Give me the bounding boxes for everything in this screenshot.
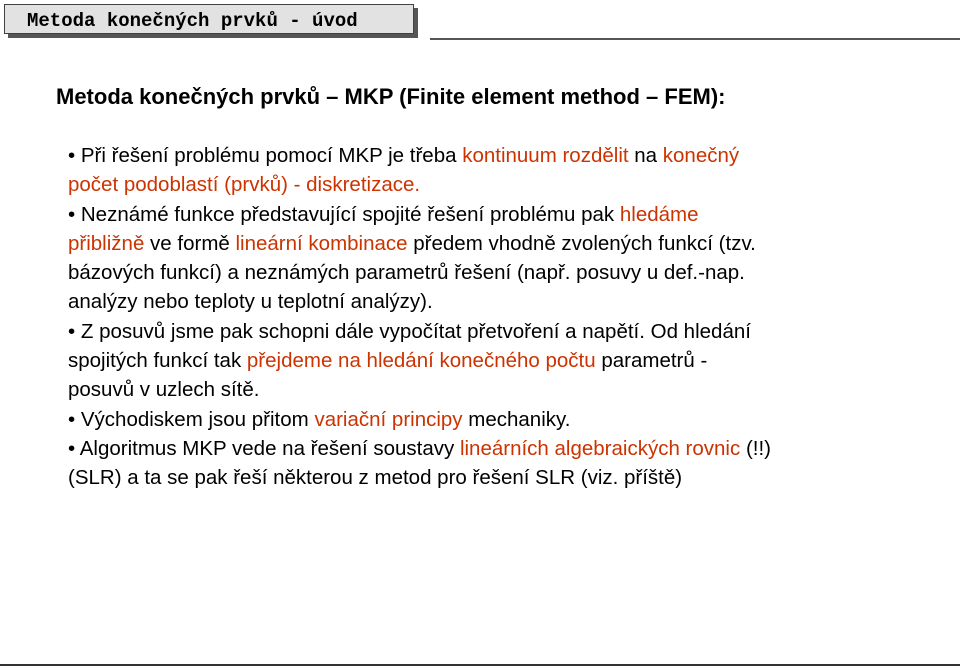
text-segment: předem vhodně zvolených funkcí (tzv. [407, 231, 756, 255]
highlighted-term: lineárních algebraických rovnic [459, 436, 741, 460]
text-segment: • Z posuvů jsme pak schopni dále vypočítat přetvoření a napětí. Od hledání [68, 319, 751, 343]
text-line [68, 141, 928, 170]
text-segment: • Algoritmus MKP vede na řešení soustavy [68, 436, 460, 460]
highlighted-term: hledáme [619, 202, 699, 226]
text-segment: na [628, 144, 663, 167]
section-heading: Metoda konečných prvků – MKP (Finite element method – FEM): [56, 84, 726, 109]
text-segment: • Východiskem jsou přitom [68, 407, 315, 431]
highlighted-term: variační principy [314, 407, 463, 431]
highlighted-term: počet podoblastí (prvků) - diskretizace. [68, 173, 421, 197]
text-segment: bázových funkcí) a neznámých parametrů řešení (např. posuvy u def.-nap. [68, 261, 745, 285]
text-segment: parametrů - [595, 349, 708, 373]
text-segment: • Při řešení problému pomocí MKP je třeba [68, 144, 463, 167]
text-line [68, 375, 928, 404]
text-line [68, 463, 928, 492]
text-segment: (!!) [740, 436, 771, 460]
slide-title-box [4, 4, 414, 34]
text-segment: mechaniky. [462, 407, 571, 431]
text-segment: analýzy nebo teploty u teplotní analýzy). [68, 290, 433, 314]
text-segment: posuvů v uzlech sítě. [68, 378, 260, 402]
bullet-list [68, 141, 928, 493]
text-line [68, 200, 928, 229]
highlighted-term: konečný [662, 144, 740, 167]
text-segment: ve formě [144, 231, 236, 255]
text-segment: spojitých funkcí tak [68, 349, 247, 373]
slide-title: Metoda konečných prvků - úvod [27, 10, 358, 32]
text-line [68, 258, 928, 287]
text-line [68, 317, 928, 346]
text-line [68, 229, 928, 258]
text-line [68, 434, 928, 463]
text-segment: (SLR) a ta se pak řeší některou z metod pro řešení SLR (viz. příště) [68, 466, 683, 490]
text-segment: • Neznámé funkce představující spojité řešení problému pak [68, 202, 620, 226]
bottom-divider [0, 664, 960, 666]
text-line [68, 346, 928, 375]
highlighted-term: lineární kombinace [235, 231, 408, 255]
text-line [68, 170, 928, 199]
highlighted-term: přibližně [68, 231, 145, 255]
text-line [68, 405, 928, 434]
highlighted-term: přejdeme na hledání konečného počtu [246, 349, 596, 373]
text-line [68, 287, 928, 316]
highlighted-term: kontinuum rozdělit [462, 144, 629, 167]
top-divider [430, 38, 960, 40]
